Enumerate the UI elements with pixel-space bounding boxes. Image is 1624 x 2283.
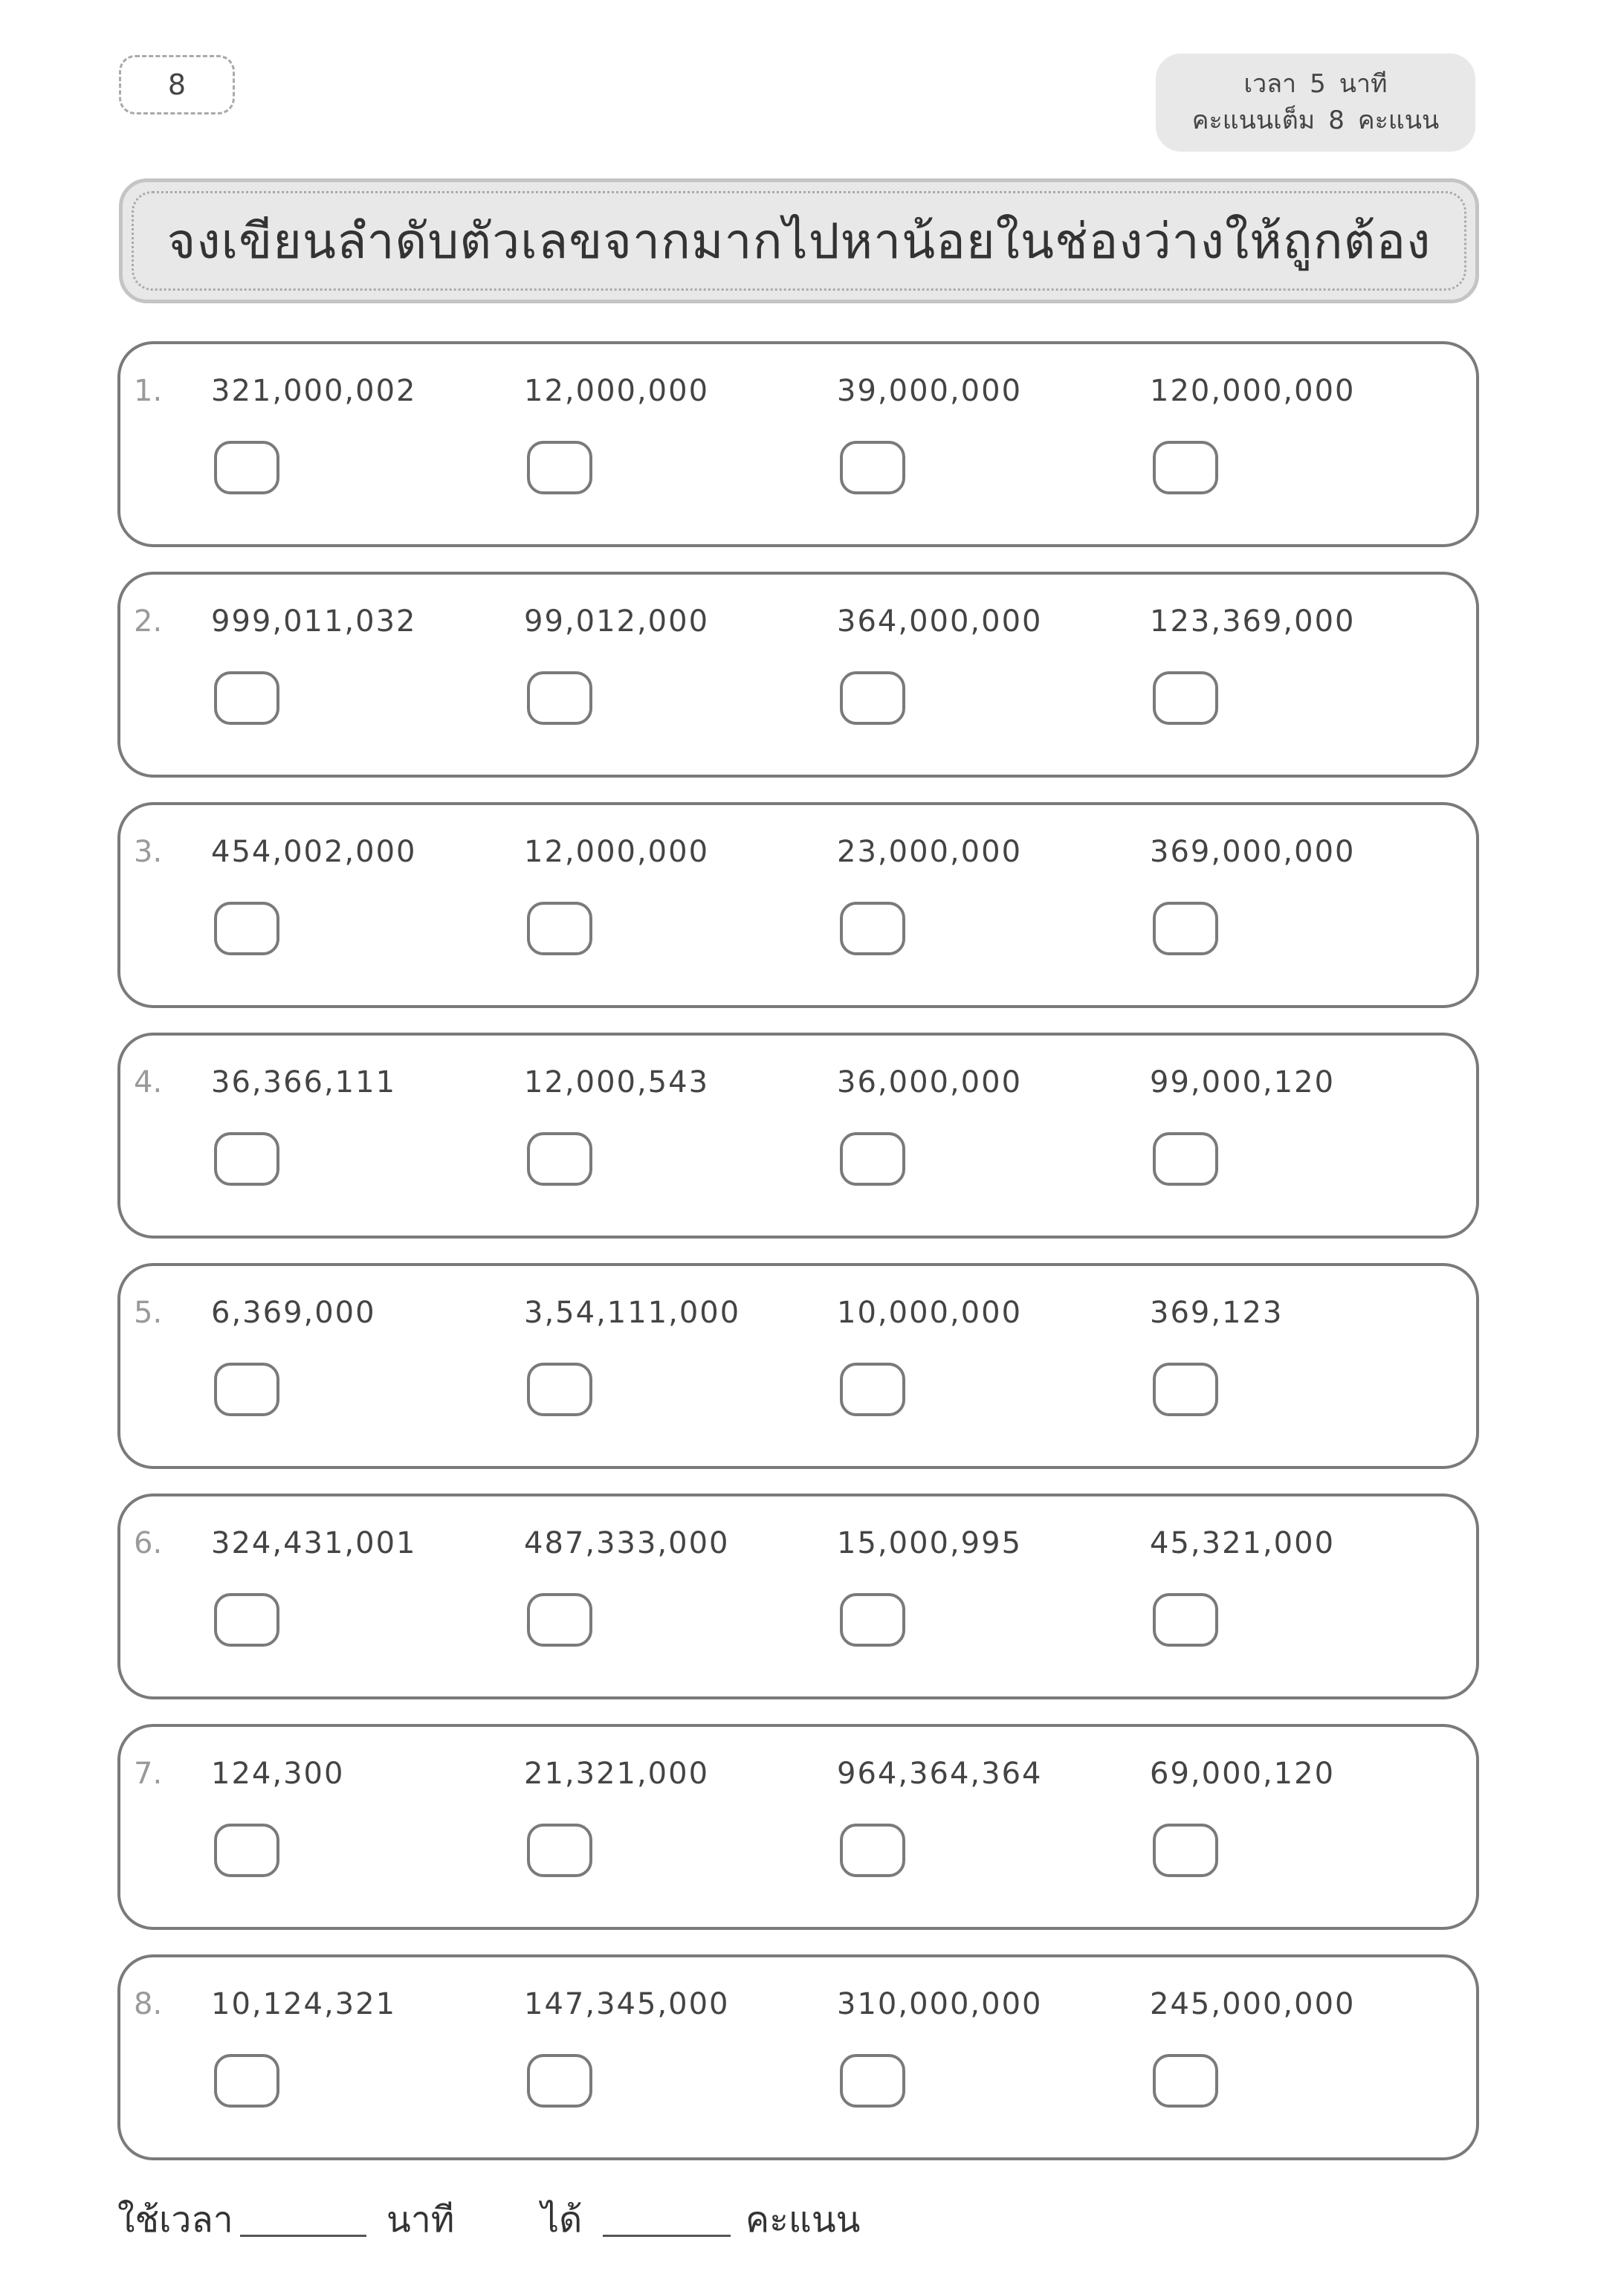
- time-value: 5: [1310, 68, 1326, 99]
- number-item: [837, 805, 1149, 1005]
- number-item: [1150, 344, 1462, 544]
- number-item: [837, 1496, 1149, 1696]
- number-value: 99,012,000: [524, 604, 710, 639]
- time-limit: [1243, 66, 1387, 103]
- number-value: 369,000,000: [1150, 835, 1356, 869]
- problem-row: [117, 1033, 1479, 1239]
- time-used-unit: นาที: [386, 2199, 455, 2241]
- answer-box[interactable]: [214, 441, 279, 494]
- number-item: [211, 1496, 523, 1696]
- answer-box[interactable]: [1153, 1824, 1218, 1877]
- number-value: 454,002,000: [211, 835, 417, 869]
- number-item: [211, 1727, 523, 1927]
- instruction-banner: [119, 178, 1479, 303]
- problem-row: [117, 572, 1479, 778]
- time-used-blank[interactable]: [240, 2235, 366, 2237]
- number-item: [1150, 1957, 1462, 2157]
- answer-box[interactable]: [527, 671, 592, 725]
- answer-box[interactable]: [214, 1132, 279, 1186]
- answer-box[interactable]: [840, 2054, 905, 2108]
- problem-row: [117, 341, 1479, 547]
- answer-box[interactable]: [214, 671, 279, 725]
- time-label: เวลา: [1243, 68, 1297, 99]
- number-value: 124,300: [211, 1757, 345, 1791]
- answer-box[interactable]: [214, 1363, 279, 1416]
- number-value: 310,000,000: [837, 1987, 1043, 2021]
- score-unit: คะแนน: [1357, 106, 1440, 135]
- number-item: [211, 1957, 523, 2157]
- instruction-text: จงเขียนลำดับตัวเลขจากมากไปหาน้อยในช่องว่างให้ถูกต้อง: [132, 191, 1466, 291]
- problem-number: 7.: [134, 1757, 163, 1791]
- number-item: [211, 805, 523, 1005]
- number-value: 369,123: [1150, 1296, 1284, 1330]
- problem-row: [117, 1724, 1479, 1930]
- answer-box[interactable]: [840, 1132, 905, 1186]
- problem-row: [117, 1263, 1479, 1469]
- number-value: 964,364,364: [837, 1757, 1043, 1791]
- time-unit: นาที: [1339, 68, 1388, 99]
- number-item: [1150, 575, 1462, 775]
- number-item: [524, 575, 836, 775]
- answer-box[interactable]: [840, 902, 905, 955]
- time-score-info: [1156, 54, 1475, 152]
- problem-list: [117, 341, 1479, 2160]
- number-value: 999,011,032: [211, 604, 417, 639]
- number-item: [211, 344, 523, 544]
- answer-box[interactable]: [527, 1363, 592, 1416]
- answer-box[interactable]: [1153, 441, 1218, 494]
- answer-box[interactable]: [214, 902, 279, 955]
- number-value: 12,000,543: [524, 1065, 710, 1099]
- answer-box[interactable]: [840, 1363, 905, 1416]
- number-value: 6,369,000: [211, 1296, 376, 1330]
- problem-number: 8.: [134, 1987, 163, 2021]
- answer-box[interactable]: [527, 441, 592, 494]
- answer-box[interactable]: [1153, 671, 1218, 725]
- answer-box[interactable]: [1153, 1132, 1218, 1186]
- problem-row: [117, 1954, 1479, 2160]
- number-item: [211, 1266, 523, 1466]
- number-value: 364,000,000: [837, 604, 1043, 639]
- answer-box[interactable]: [840, 671, 905, 725]
- number-value: 147,345,000: [524, 1987, 730, 2021]
- answer-box[interactable]: [1153, 2054, 1218, 2108]
- number-value: 99,000,120: [1150, 1065, 1336, 1099]
- number-value: 10,000,000: [837, 1296, 1023, 1330]
- number-value: 15,000,995: [837, 1526, 1023, 1560]
- score-blank[interactable]: [603, 2235, 731, 2237]
- score-unit: คะแนน: [745, 2199, 861, 2241]
- answer-box[interactable]: [527, 2054, 592, 2108]
- number-item: [1150, 805, 1462, 1005]
- number-item: [837, 1957, 1149, 2157]
- number-value: 321,000,002: [211, 374, 417, 408]
- answer-box[interactable]: [840, 1824, 905, 1877]
- number-item: [1150, 1727, 1462, 1927]
- number-value: 36,366,111: [211, 1065, 397, 1099]
- answer-box[interactable]: [527, 1824, 592, 1877]
- number-item: [1150, 1266, 1462, 1466]
- number-item: [211, 1036, 523, 1236]
- number-item: [524, 1496, 836, 1696]
- answer-box[interactable]: [214, 1824, 279, 1877]
- score-value: 8: [1328, 106, 1345, 135]
- number-value: 12,000,000: [524, 374, 710, 408]
- answer-box[interactable]: [214, 1593, 279, 1647]
- number-item: [524, 1957, 836, 2157]
- number-value: 245,000,000: [1150, 1987, 1356, 2021]
- number-item: [837, 1727, 1149, 1927]
- problem-number: 4.: [134, 1065, 163, 1099]
- problem-number: 3.: [134, 835, 163, 869]
- number-item: [524, 1727, 836, 1927]
- answer-box[interactable]: [1153, 1363, 1218, 1416]
- number-item: [524, 805, 836, 1005]
- answer-box[interactable]: [840, 1593, 905, 1647]
- number-value: 324,431,001: [211, 1526, 417, 1560]
- number-value: 45,321,000: [1150, 1526, 1336, 1560]
- number-item: [211, 575, 523, 775]
- number-item: [837, 575, 1149, 775]
- answer-box[interactable]: [527, 1132, 592, 1186]
- problem-number: 5.: [134, 1296, 163, 1330]
- number-value: 3,54,111,000: [524, 1296, 741, 1330]
- answer-box[interactable]: [1153, 1593, 1218, 1647]
- got-label: ได้: [541, 2199, 583, 2241]
- number-value: 21,321,000: [524, 1757, 710, 1791]
- number-value: 36,000,000: [837, 1065, 1023, 1099]
- number-value: 23,000,000: [837, 835, 1023, 869]
- number-item: [1150, 1036, 1462, 1236]
- number-item: [524, 1036, 836, 1236]
- answer-box[interactable]: [840, 441, 905, 494]
- number-item: [837, 1036, 1149, 1236]
- answer-box[interactable]: [527, 902, 592, 955]
- number-value: 123,369,000: [1150, 604, 1356, 639]
- problem-number: 6.: [134, 1526, 163, 1560]
- problem-number: 1.: [134, 374, 163, 408]
- number-value: 487,333,000: [524, 1526, 730, 1560]
- answer-box[interactable]: [214, 2054, 279, 2108]
- number-value: 120,000,000: [1150, 374, 1356, 408]
- number-value: 12,000,000: [524, 835, 710, 869]
- answer-box[interactable]: [527, 1593, 592, 1647]
- number-item: [1150, 1496, 1462, 1696]
- number-item: [524, 1266, 836, 1466]
- problem-row: [117, 1494, 1479, 1699]
- time-used-label: ใช้เวลา: [117, 2199, 233, 2241]
- number-item: [837, 1266, 1149, 1466]
- score-label: คะแนนเต็ม: [1191, 106, 1316, 135]
- number-value: 10,124,321: [211, 1987, 397, 2021]
- number-item: [524, 344, 836, 544]
- full-score: [1192, 103, 1440, 139]
- number-value: 39,000,000: [837, 374, 1023, 408]
- problem-row: [117, 802, 1479, 1008]
- problem-number: 2.: [134, 604, 163, 639]
- number-value: 69,000,120: [1150, 1757, 1336, 1791]
- answer-box[interactable]: [1153, 902, 1218, 955]
- number-item: [837, 344, 1149, 544]
- page-number: 8: [119, 55, 235, 114]
- footer: [117, 2192, 1479, 2251]
